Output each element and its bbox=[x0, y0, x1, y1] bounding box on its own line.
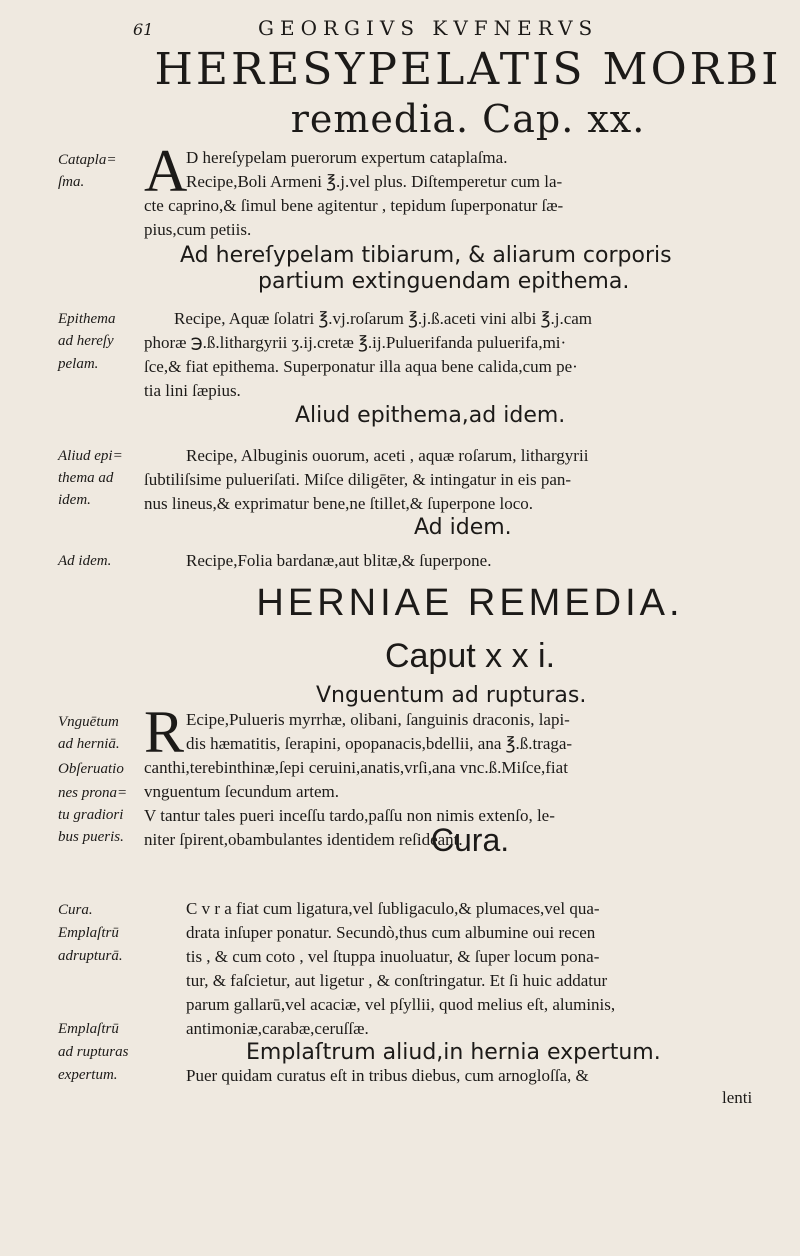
section-heading: Aliud epithema,ad idem. bbox=[295, 403, 566, 428]
text-line: Recipe, Albuginis ouorum, aceti , aquæ roſarum, lithargyrii bbox=[186, 446, 589, 465]
text-line: tia lini ſæpius. bbox=[144, 381, 241, 400]
text-line: niter ſpirent,obambulantes identidem reſideant. bbox=[144, 830, 463, 849]
text-line: D hereſypelam puerorum expertum cataplaſma. bbox=[186, 148, 508, 167]
catchword: lenti bbox=[722, 1088, 753, 1107]
text-line: ſce,& fiat epithema. Superponatur illa aqua bene calida,cum pe· bbox=[144, 357, 578, 376]
text-line: phoræ ℈.ß.lithargyrii ʒ.ij.cretæ ℥.ij.Puluerifanda puluerifa,mi· bbox=[144, 333, 567, 352]
margin-note: thema ad bbox=[58, 470, 114, 486]
section-heading: Ad hereſypelam tibiarum, & aliarum corporis bbox=[180, 243, 672, 268]
chapter-subtitle: remedia. Cap. xx. bbox=[290, 97, 646, 141]
margin-note: ad herniā. bbox=[58, 736, 120, 752]
text-line: nus lineus,& exprimatur bene,ne ſtillet,& ſuperpone loco. bbox=[144, 494, 534, 513]
text-line: V tantur tales pueri inceſſu tardo,paſſu non nimis extenſo, le- bbox=[144, 806, 555, 825]
text-line: Recipe,Folia bardanæ,aut blitæ,& ſuperpone. bbox=[186, 551, 492, 570]
text-line: vnguentum ſecundum artem. bbox=[144, 782, 339, 801]
margin-note: bus pueris. bbox=[58, 829, 124, 845]
text-line: Puer quidam curatus eſt in tribus diebus, cum arnogloſſa, & bbox=[186, 1066, 589, 1085]
margin-note: Obſeruatio bbox=[58, 761, 124, 777]
margin-note: Ad idem. bbox=[58, 553, 112, 569]
text-line: cte caprino,& ſimul bene agitentur , tepidum ſuperponatur ſæ- bbox=[144, 196, 564, 215]
section-heading: Emplaſtrum aliud,in hernia expertum. bbox=[246, 1040, 661, 1065]
section-heading: Cura. bbox=[430, 822, 510, 858]
text-line: Recipe,Boli Armeni ℥.j.vel plus. Diſtemperetur cum la- bbox=[186, 172, 563, 191]
margin-note: Cura. bbox=[58, 902, 93, 918]
text-line: tis , & cum coto , vel ſtuppa inuoluatur, & ſuper locum pona- bbox=[186, 947, 600, 966]
margin-note: Catapla= bbox=[58, 152, 117, 168]
margin-note: Emplaſtrū bbox=[58, 1021, 119, 1037]
text-line: antimoniæ,carabæ,ceruſſæ. bbox=[186, 1019, 369, 1038]
chapter-number: Caput x x i. bbox=[384, 637, 556, 675]
section-heading: Vnguentum ad rupturas. bbox=[316, 683, 587, 708]
chapter-title: HERESYPELATIS MORBI bbox=[154, 44, 782, 95]
text-line: Recipe, Aquæ ſolatri ℥.vj.roſarum ℥.j.ß.aceti vini albi ℥.j.cam bbox=[174, 309, 593, 328]
margin-note: Emplaſtrū bbox=[58, 925, 119, 941]
margin-note: nes prona= bbox=[58, 785, 128, 801]
margin-note: pelam. bbox=[58, 356, 99, 372]
text-line: pius,cum petiis. bbox=[144, 220, 252, 239]
drop-cap: A bbox=[144, 138, 188, 204]
margin-note: Epithema bbox=[58, 311, 116, 327]
text-line: drata inſuper ponatur. Secundò,thus cum albumine oui recen bbox=[186, 923, 596, 942]
margin-note: idem. bbox=[58, 492, 91, 508]
margin-note: Aliud epi= bbox=[58, 448, 123, 464]
margin-note: ad hereſy bbox=[58, 333, 114, 349]
text-line: C v r a fiat cum ligatura,vel ſubligaculo,& plumaces,vel qua- bbox=[186, 899, 600, 918]
page-number: 61 bbox=[133, 20, 154, 39]
drop-cap: R bbox=[144, 699, 185, 765]
margin-note: tu gradiori bbox=[58, 807, 124, 823]
text-line: tur, & faſcietur, aut ligetur , & conſtringatur. Et ſi huic addatur bbox=[186, 971, 608, 990]
section-heading: partium extinguendam epithema. bbox=[258, 269, 630, 294]
margin-note: expertum. bbox=[58, 1067, 118, 1083]
chapter-heading: HERNIAE REMEDIA. bbox=[256, 582, 684, 624]
text-line: Ecipe,Pulueris myrrhæ, olibani, ſanguinis draconis, lapi- bbox=[186, 710, 570, 729]
text-line: ſubtiliſsime pulueriſati. Miſce diligēter, & intingatur in eis pan- bbox=[144, 470, 572, 489]
text-line: canthi,terebinthinæ,ſepi ceruini,anatis,vrſi,ana vnc.ß.Miſce,fiat bbox=[144, 758, 568, 777]
margin-note: Vnguētum bbox=[58, 714, 119, 730]
margin-note: ſma. bbox=[58, 174, 85, 190]
margin-note: ad rupturas bbox=[58, 1044, 129, 1060]
margin-note: adrupturā. bbox=[58, 948, 123, 964]
running-header: GEORGIVS KVFNERVS bbox=[258, 16, 599, 40]
text-line: parum gallarū,vel acaciæ, vel pſyllii, quod melius eſt, aluminis, bbox=[186, 995, 616, 1014]
section-heading: Ad idem. bbox=[414, 515, 512, 540]
text-line: dis hæmatitis, ſerapini, opopanacis,bdellii, ana ℥.ß.traga- bbox=[186, 734, 573, 753]
